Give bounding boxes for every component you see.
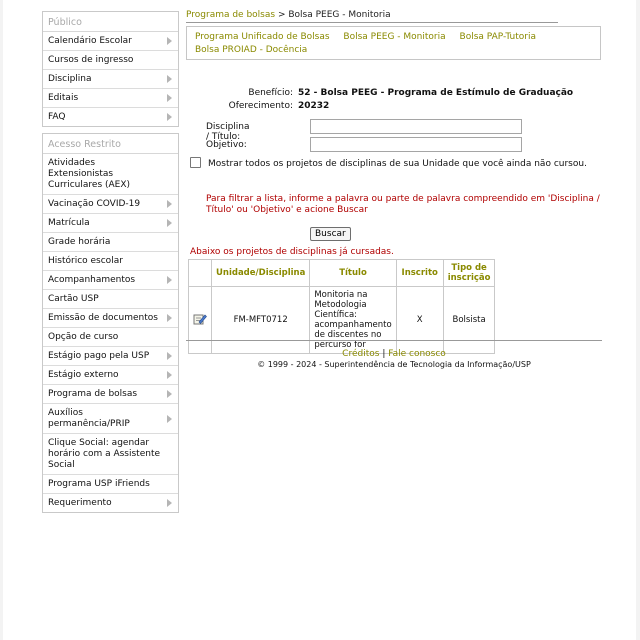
chevron-right-icon [167,415,172,423]
cell-unidade: FM-MFT0712 [212,287,310,354]
sidebar-item-label: Emissão de documentos [48,313,158,323]
sidebar-item-label: FAQ [48,112,66,122]
chevron-right-icon [167,200,172,208]
tab-bolsa-pap[interactable]: Bolsa PAP-Tutoria [459,32,537,42]
sidebar-item-historico-escolar[interactable] [43,252,178,271]
creditos-link[interactable]: Créditos [342,349,380,359]
tab-programa-unificado[interactable]: Programa Unificado de Bolsas [195,32,330,42]
sidebar-item-cartao-usp[interactable] [43,290,178,309]
chevron-right-icon [167,37,172,45]
table-row [189,287,495,354]
footer-divider [186,340,602,341]
show-all-label: Mostrar todos os projetos de disciplinas de sua Unidade que você ainda não cursou. [208,159,587,169]
chevron-right-icon [167,352,172,360]
sidebar-item-cursos-de-ingresso[interactable] [43,51,178,70]
sidebar-item-auxilios-permanencia-prip[interactable] [43,404,178,434]
footer-separator: | [382,349,386,359]
cell-tipo: Bolsista [443,287,495,354]
page [3,0,636,640]
chevron-right-icon [167,94,172,102]
disciplina-label: Disciplina / Título: [206,122,250,142]
public-menu-title: Público [43,12,178,32]
results-subtitle: Abaixo os projetos de disciplinas já cursadas. [190,247,394,257]
header-inscrito: Inscrito [396,260,443,287]
search-button[interactable]: Buscar [310,227,351,241]
header-titulo: Título [310,260,396,287]
oferecimento-label: Oferecimento: [228,101,293,111]
disciplina-input[interactable] [310,119,522,134]
sidebar-item-acompanhamentos[interactable] [43,271,178,290]
breadcrumb-separator: > [277,10,286,20]
restricted-menu [42,133,179,513]
sidebar [42,11,179,519]
fale-conosco-link[interactable]: Fale conosco [388,349,446,359]
header-tipo: Tipo de inscrição [443,260,495,287]
chevron-right-icon [167,390,172,398]
sidebar-item-vacinacao-covid-19[interactable] [43,195,178,214]
sidebar-item-estagio-externo[interactable] [43,366,178,385]
breadcrumb-current: Bolsa PEEG - Monitoria [288,10,391,20]
breadcrumb [186,10,558,23]
chevron-right-icon [167,499,172,507]
header-icon-col [189,260,212,287]
table-header-row [189,260,495,287]
sidebar-item-label: Matrícula [48,218,90,228]
main-content [186,10,602,369]
beneficio-value: 52 - Bolsa PEEG - Programa de Estímulo de Graduação [298,88,574,98]
sidebar-item-label: Disciplina [48,74,92,84]
sidebar-item-label: Auxílios permanência/PRIP [48,408,130,429]
sidebar-item-label: Clique Social: agendar horário com a Assistente Social [48,438,161,470]
sidebar-item-programa-usp-ifriends[interactable] [43,475,178,494]
chevron-right-icon [167,371,172,379]
sidebar-item-label: Cartão USP [48,294,99,304]
sidebar-item-label: Atividades Extensionistas Curriculares (AEX) [48,158,131,190]
sidebar-item-programa-de-bolsas[interactable] [43,385,178,404]
sidebar-item-faq[interactable] [43,108,178,126]
sidebar-item-requerimento[interactable] [43,494,178,512]
sidebar-item-label: Acompanhamentos [48,275,136,285]
sidebar-item-label: Calendário Escolar [48,36,132,46]
sidebar-item-matricula[interactable] [43,214,178,233]
sidebar-item-label: Vacinação COVID-19 [48,199,141,209]
sidebar-item-estagio-pago-pela-usp[interactable] [43,347,178,366]
chevron-right-icon [167,314,172,322]
sidebar-item-atividades-extensionistas-curr[interactable] [43,154,178,195]
sidebar-item-disciplina[interactable] [43,70,178,89]
breadcrumb-parent-link[interactable]: Programa de bolsas [186,10,276,20]
chevron-right-icon [167,113,172,121]
objetivo-input[interactable] [310,137,522,152]
chevron-right-icon [167,75,172,83]
sidebar-item-emissao-de-documentos[interactable] [43,309,178,328]
sidebar-item-label: Cursos de ingresso [48,55,134,65]
tab-bolsa-proiad[interactable]: Bolsa PROIAD - Docência [195,45,308,55]
cell-titulo: Monitoria na Metodologia Científica: acompanhamento de discentes no percurso for [310,287,396,354]
sidebar-item-label: Estágio externo [48,370,119,380]
scholarship-info [186,88,602,114]
chevron-right-icon [167,276,172,284]
sidebar-item-editais[interactable] [43,89,178,108]
sidebar-item-label: Programa USP iFriends [48,479,150,489]
sidebar-item-calendario-escolar[interactable] [43,32,178,51]
sidebar-item-label: Editais [48,93,79,103]
restricted-menu-title: Acesso Restrito [43,134,178,154]
edit-icon[interactable] [189,287,212,354]
tab-bolsa-peeg[interactable]: Bolsa PEEG - Monitoria [343,32,446,42]
sidebar-item-label: Programa de bolsas [48,389,138,399]
sidebar-item-label: Histórico escolar [48,256,123,266]
objetivo-label: Objetivo: [206,140,247,150]
footer-links [186,349,602,359]
header-unidade: Unidade/Disciplina [212,260,310,287]
beneficio-label: Benefício: [248,88,293,98]
cell-inscrito: X [396,287,443,354]
chevron-right-icon [167,219,172,227]
public-menu [42,11,179,127]
sidebar-item-grade-horaria[interactable] [43,233,178,252]
scholarship-tabs [186,26,601,60]
sidebar-item-label: Grade horária [48,237,111,247]
sidebar-item-opcao-de-curso[interactable] [43,328,178,347]
copyright: © 1999 - 2024 - Superintendência de Tecnologia da Informação/USP [257,360,531,369]
show-all-checkbox[interactable] [190,157,201,168]
oferecimento-value: 20232 [298,101,330,111]
sidebar-item-label: Estágio pago pela USP [48,351,150,361]
sidebar-item-label: Requerimento [48,498,112,508]
sidebar-item-label: Opção de curso [48,332,119,342]
filter-hint: Para filtrar a lista, informe a palavra ou parte de palavra compreendido em 'Disciplina / Título' ou 'Objetivo' e acione Buscar [206,194,600,215]
sidebar-item-clique-social-agendar-horario-[interactable] [43,434,178,475]
